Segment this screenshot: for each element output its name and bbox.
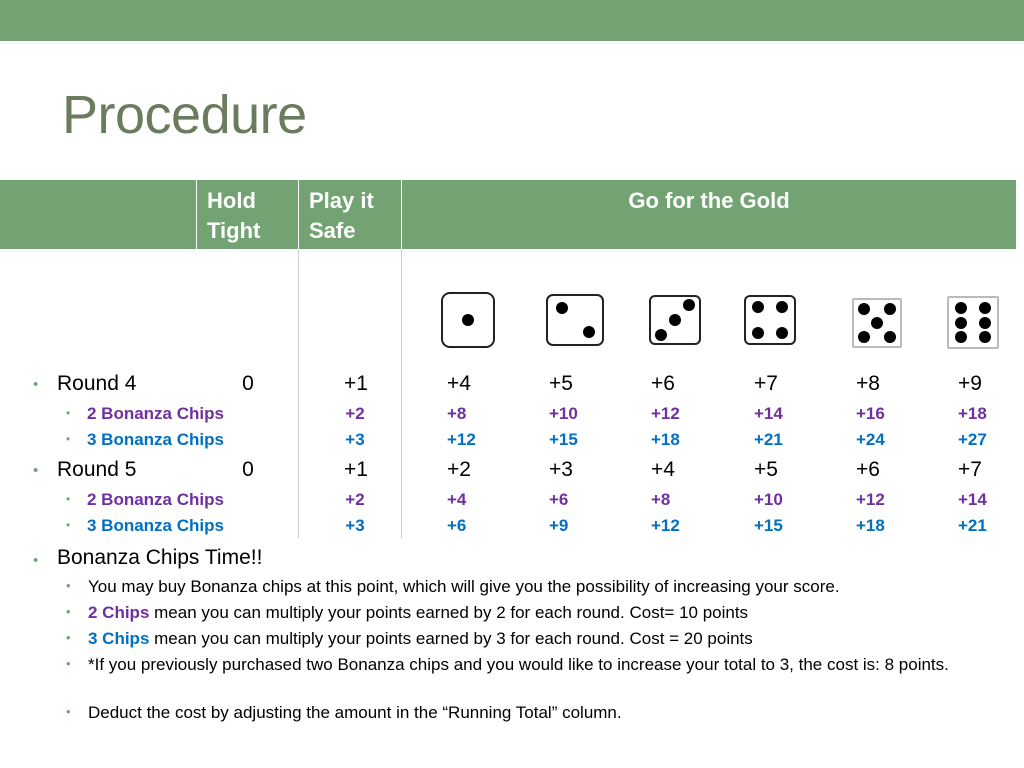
gold-value: +12 [447,430,476,449]
die-pip [955,302,967,314]
table-row [0,372,1024,400]
gold-value: +8 [447,404,467,423]
row-label: Round 5 [57,458,137,481]
die-pip [752,301,764,313]
header-go-for-the-gold: Go for the Gold [628,188,790,213]
bullet-dot-icon: • [66,604,71,619]
gold-value: +9 [549,516,569,535]
die-pip [979,302,991,314]
note-item [88,702,998,724]
header-divider [401,180,402,249]
safe-value: +2 [345,490,365,509]
gold-value: +6 [651,372,675,395]
note-item [88,576,998,598]
die-pip [655,329,667,341]
gold-value: +18 [958,404,987,423]
table-row [0,430,1024,454]
note-item [88,654,998,676]
die-pip [884,331,896,343]
gold-value: +3 [549,458,573,481]
note-item [88,628,998,650]
safe-value: +2 [345,404,365,423]
hold-value: 0 [242,372,254,395]
notes-heading: Bonanza Chips Time!! [57,546,263,569]
bullet-dot-icon: • [66,704,71,719]
table-row [0,458,1024,486]
die-face-4-icon [744,295,796,345]
die-pip [776,327,788,339]
gold-value: +12 [651,404,680,423]
die-pip [683,299,695,311]
gold-value: +10 [549,404,578,423]
gold-value: +5 [549,372,573,395]
gold-value: +16 [856,404,885,423]
gold-value: +8 [856,372,880,395]
bullet-dot-icon: • [66,578,71,593]
gold-value: +6 [447,516,467,535]
header-hold-line1: Hold [207,188,256,213]
gold-value: +5 [754,458,778,481]
die-pip [752,327,764,339]
hold-value: 0 [242,458,254,481]
gold-value: +6 [856,458,880,481]
gold-value: +14 [958,490,987,509]
die-pip [462,314,474,326]
note-text: Deduct the cost by adjusting the amount in the “Running Total” column. [88,703,622,722]
table-header [0,180,1016,249]
header-play-it-safe [299,180,400,249]
gold-value: +15 [549,430,578,449]
die-face-3-icon [649,295,701,345]
die-face-5-icon [852,298,902,348]
gold-value: +12 [856,490,885,509]
bullet-dot-icon: • [33,462,39,479]
gold-value: +12 [651,516,680,535]
gold-value: +18 [651,430,680,449]
die-pip [979,317,991,329]
row-label: Round 4 [57,372,137,395]
gold-value: +8 [651,490,671,509]
gold-value: +15 [754,516,783,535]
header-hold-tight [197,180,297,249]
note-text: *If you previously purchased two Bonanza chips and you would like to increase your total to 3, the cost is: 8 points. [88,655,949,674]
header-hold-line2: Tight [207,218,261,243]
bullet-dot-icon: • [66,656,71,671]
row-label: 3 Bonanza Chips [87,430,224,449]
gold-value: +18 [856,516,885,535]
die-pip [858,303,870,315]
die-pip [776,301,788,313]
gold-value: +14 [754,404,783,423]
bullet-dot-icon: • [66,406,71,420]
row-label: 2 Bonanza Chips [87,404,224,423]
header-divider [196,180,197,249]
die-pip [955,317,967,329]
die-pip [979,331,991,343]
note-text: mean you can multiply your points earned by 2 for each round. Cost= 10 points [149,603,749,622]
header-blank [0,180,196,249]
table-row [0,490,1024,514]
die-pip [871,317,883,329]
slide-title: Procedure [62,85,307,145]
gold-value: +7 [754,372,778,395]
die-face-1-icon [441,292,495,348]
table-row [0,404,1024,428]
top-accent-bar [0,0,1024,41]
die-pip [858,331,870,343]
note-item [88,602,998,624]
gold-value: +4 [651,458,675,481]
gold-value: +4 [447,372,471,395]
gold-value: +2 [447,458,471,481]
bullet-dot-icon: • [66,432,71,446]
safe-value: +3 [345,430,365,449]
bullet-dot-icon: • [66,630,71,645]
note-text: mean you can multiply your points earned by 3 for each round. Cost = 20 points [149,629,753,648]
note-text: You may buy Bonanza chips at this point, which will give you the possibility of increasing your score. [88,577,840,596]
die-face-6-icon [947,296,999,349]
header-safe-line2: Safe [309,218,356,243]
bullet-dot-icon: • [66,518,71,532]
row-label: 3 Bonanza Chips [87,516,224,535]
header-divider [298,180,299,249]
note-prefix: 2 Chips [88,603,150,622]
safe-value: +1 [344,372,368,395]
header-safe-line1: Play it [309,188,374,213]
die-pip [583,326,595,338]
die-pip [556,302,568,314]
gold-value: +27 [958,430,987,449]
note-prefix: 3 Chips [88,629,150,648]
die-pip [955,331,967,343]
gold-value: +24 [856,430,885,449]
gold-value: +4 [447,490,467,509]
table-row [0,516,1024,540]
gold-value: +10 [754,490,783,509]
gold-value: +21 [958,516,987,535]
die-face-2-icon [546,294,604,346]
safe-value: +3 [345,516,365,535]
safe-value: +1 [344,458,368,481]
gold-value: +21 [754,430,783,449]
gold-value: +6 [549,490,569,509]
bullet-dot-icon: • [66,492,71,506]
gold-value: +9 [958,372,982,395]
die-pip [884,303,896,315]
row-label: 2 Bonanza Chips [87,490,224,509]
bullet-dot-icon: • [33,552,39,569]
gold-value: +7 [958,458,982,481]
die-pip [669,314,681,326]
bullet-dot-icon: • [33,376,39,393]
